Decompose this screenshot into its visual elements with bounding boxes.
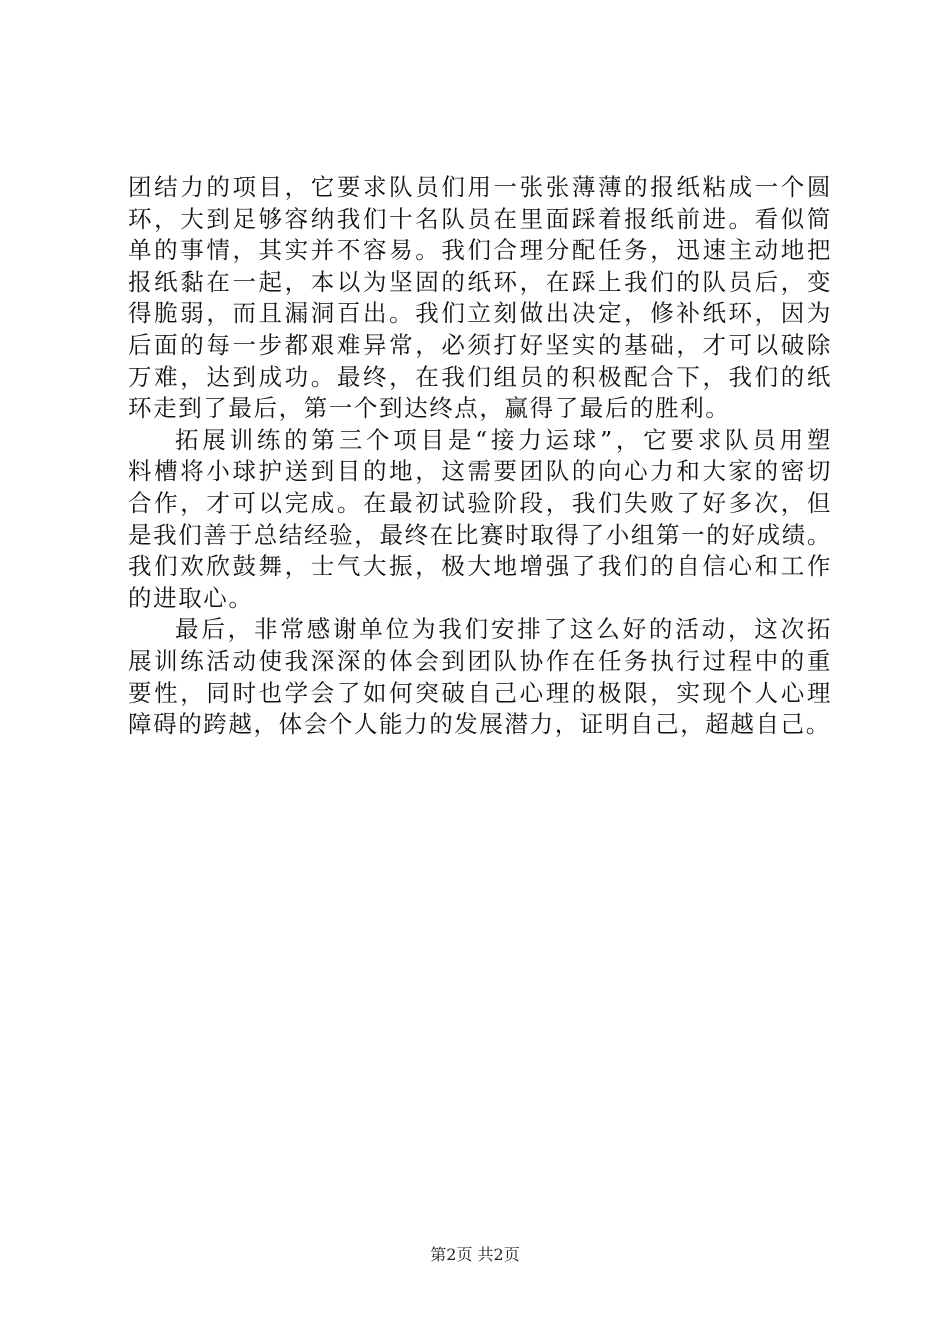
text-line: 环，大到足够容纳我们十名队员在里面踩着报纸前进。看似简 <box>128 204 832 233</box>
text-line: 最后，非常感谢单位为我们安排了这么好的活动，这次拓 <box>175 615 832 644</box>
text-line: 环走到了最后，第一个到达终点，赢得了最后的胜利。 <box>128 394 731 423</box>
text-line: 得脆弱，而且漏洞百出。我们立刻做出决定，修补纸环，因为 <box>128 299 832 328</box>
text-line: 团结力的项目，它要求队员们用一张张薄薄的报纸粘成一个圆 <box>128 173 832 201</box>
text-line: 展训练活动使我深深的体会到团队协作在任务执行过程中的重 <box>128 646 832 675</box>
text-line: 料槽将小球护送到目的地，这需要团队的向心力和大家的密切 <box>128 457 832 486</box>
text-line: 是我们善于总结经验，最终在比赛时取得了小组第一的好成绩。 <box>128 520 832 549</box>
text-line: 合作，才可以完成。在最初试验阶段，我们失败了好多次，但 <box>128 488 832 517</box>
page-footer: 第2页 共2页 <box>430 1245 520 1264</box>
text-line: 我们欢欣鼓舞，士气大振，极大地增强了我们的自信心和工作 <box>128 552 832 581</box>
document-body <box>128 172 832 741</box>
text-line: 要性，同时也学会了如何突破自己心理的极限，实现个人心理 <box>128 678 832 707</box>
text-line: 拓展训练的第三个项目是“接力运球”，它要求队员用塑 <box>175 425 832 454</box>
text-line: 报纸黏在一起，本以为坚固的纸环，在踩上我们的队员后，变 <box>128 267 832 296</box>
text-line: 单的事情，其实并不容易。我们合理分配任务，迅速主动地把 <box>128 236 832 265</box>
text-line: 障碍的跨越，体会个人能力的发展潜力，证明自己，超越自己。 <box>128 710 831 739</box>
text-line: 的进取心。 <box>128 583 254 612</box>
text-line: 后面的每一步都艰难异常，必须打好坚实的基础，才可以破除 <box>128 330 832 359</box>
text-line: 万难，达到成功。最终，在我们组员的积极配合下，我们的纸 <box>128 362 832 391</box>
